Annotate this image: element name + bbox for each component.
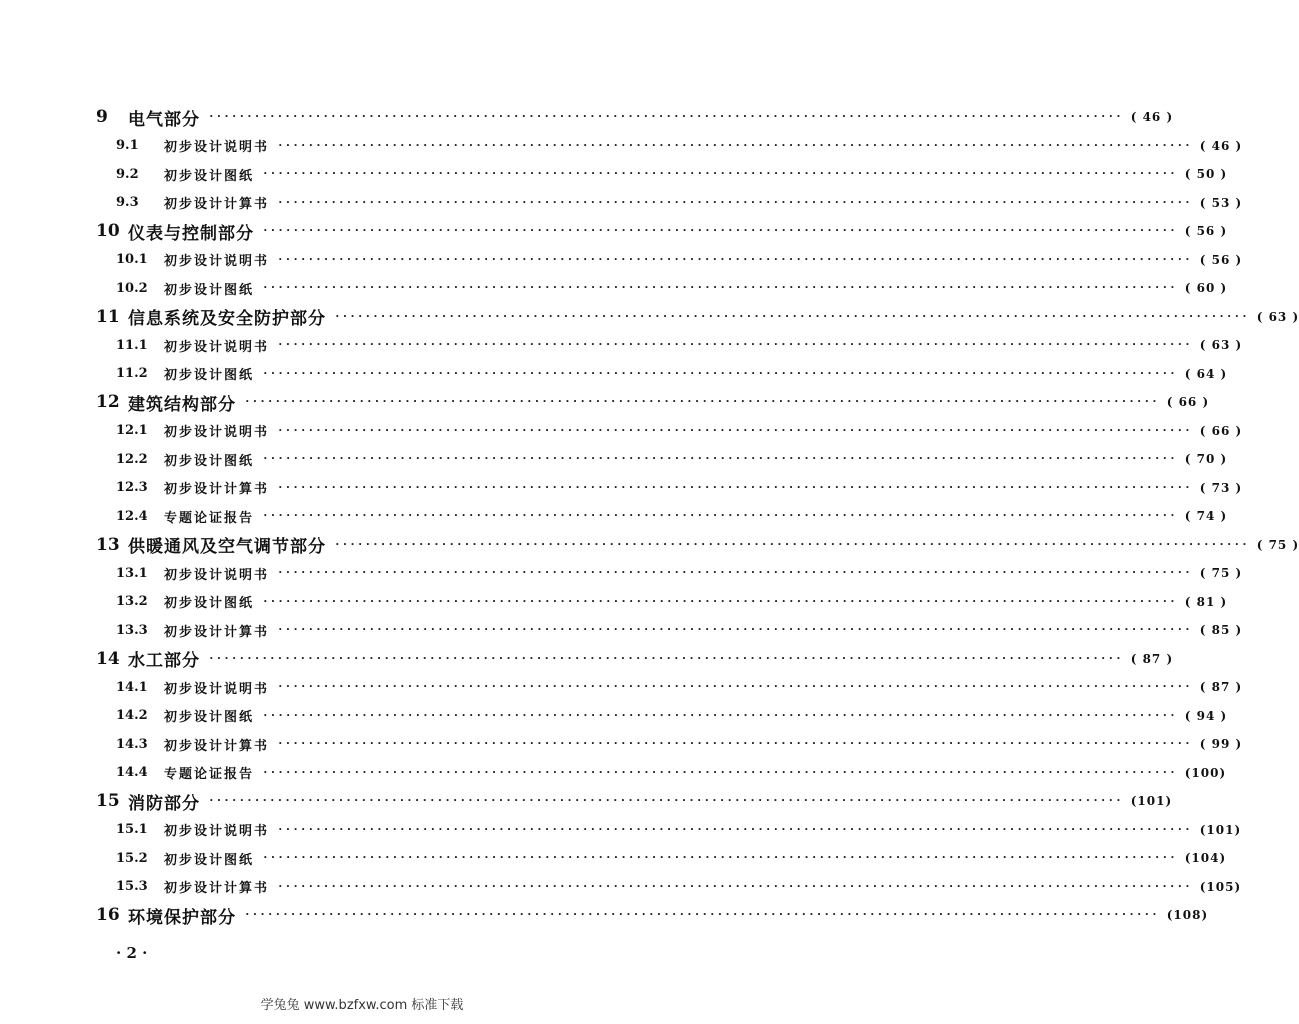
dot-leader: ························································································································: [334, 309, 1249, 323]
toc-section-entry: [116, 504, 1228, 528]
toc-title: 初步设计说明书: [164, 339, 270, 355]
toc-number: 11: [96, 306, 120, 327]
dot-leader: ························································································································: [277, 623, 1192, 636]
toc-section-entry: [116, 875, 1242, 899]
toc-chapter-entry: [96, 533, 1299, 557]
toc-page-number: ( 73 ): [1199, 480, 1243, 495]
toc-section-entry: [116, 476, 1243, 500]
toc-number: 10.2: [116, 280, 148, 296]
toc-page-number: (104): [1184, 851, 1227, 865]
toc-chapter-entry: [96, 305, 1299, 329]
toc-title: 建筑结构部分: [128, 394, 236, 415]
toc-title: 供暖通风及空气调节部分: [128, 537, 326, 557]
toc-page-number: ( 46 ): [1130, 110, 1174, 124]
toc-page-number: (101): [1130, 794, 1173, 808]
toc-page-number: ( 81 ): [1184, 594, 1228, 609]
dot-leader: ························································································································: [262, 851, 1177, 864]
toc-number: 9.3: [116, 195, 139, 210]
toc-section-entry: [116, 732, 1243, 756]
toc-page-number: ( 66 ): [1199, 423, 1243, 438]
toc-number: 12: [96, 392, 120, 412]
dot-leader: ························································································································: [208, 651, 1123, 665]
toc-section-entry: [116, 191, 1243, 215]
toc-title: 初步设计说明书: [164, 567, 270, 583]
toc-number: 15.1: [116, 822, 148, 837]
toc-title: 初步设计计算书: [164, 738, 270, 754]
toc-section-entry: [116, 333, 1243, 357]
toc-page-number: ( 64 ): [1184, 366, 1228, 381]
toc-title: 初步设计图纸: [164, 596, 255, 611]
toc-page-number: ( 99 ): [1199, 737, 1243, 751]
toc-title: 初步设计说明书: [164, 254, 270, 269]
toc-chapter-entry: [96, 903, 1209, 928]
toc-page-number: ( 70 ): [1184, 452, 1228, 466]
toc-number: 10.1: [116, 252, 148, 267]
toc-number: 10: [96, 221, 120, 241]
toc-number: 12.3: [116, 480, 148, 495]
toc-page-number: ( 87 ): [1130, 651, 1174, 666]
toc-page-number: ( 85 ): [1199, 623, 1243, 637]
toc-page-number: ( 66 ): [1166, 395, 1210, 409]
toc-page-number: (100): [1184, 765, 1227, 780]
toc-section-entry: [116, 561, 1243, 585]
toc-title: 初步设计计算书: [164, 197, 270, 212]
dot-leader: ························································································································: [262, 167, 1177, 180]
toc-chapter-entry: [96, 219, 1228, 244]
toc-number: 11.2: [116, 366, 148, 381]
toc-section-entry: [116, 846, 1227, 870]
toc-section-entry: [116, 590, 1228, 614]
toc-page-number: (108): [1166, 908, 1209, 922]
toc-page-number: ( 46 ): [1199, 138, 1243, 153]
dot-leader: ························································································································: [334, 537, 1249, 551]
toc-number: 13.1: [116, 565, 148, 581]
dot-leader: ························································································································: [277, 338, 1192, 351]
toc-number: 11.1: [116, 337, 148, 353]
toc-page-number: ( 87 ): [1199, 680, 1243, 694]
toc-chapter-entry: [96, 105, 1174, 130]
toc-page-number: ( 56 ): [1184, 224, 1228, 238]
toc-page-number: ( 74 ): [1184, 509, 1228, 523]
toc-number: 13.3: [116, 622, 148, 638]
toc-chapter-entry: [96, 789, 1173, 814]
toc-page-number: ( 60 ): [1184, 281, 1228, 295]
watermark-text: 学兔兔 www.bzfxw.com 标准下载: [260, 998, 464, 1013]
toc-page-number: ( 63 ): [1199, 338, 1243, 352]
toc-page-number: (101): [1199, 822, 1242, 837]
toc-section-entry: [116, 362, 1228, 386]
dot-leader: ························································································································: [277, 566, 1192, 579]
toc-section-entry: [116, 276, 1228, 300]
toc-page-number: ( 56 ): [1199, 252, 1243, 267]
dot-leader: ························································································································: [262, 452, 1177, 465]
toc-section-entry: [116, 134, 1243, 158]
toc-number: 12.2: [116, 451, 148, 467]
toc-section-entry: [116, 618, 1243, 642]
dot-leader: ························································································································: [277, 822, 1192, 836]
dot-leader: ························································································································: [262, 765, 1177, 779]
toc-title: 初步设计说明书: [164, 681, 270, 697]
dot-leader: ························································································································: [277, 138, 1192, 152]
toc-chapter-entry: [96, 647, 1174, 671]
toc-section-entry: [116, 675, 1243, 699]
toc-title: 初步设计图纸: [164, 852, 255, 868]
toc-title: 初步设计计算书: [164, 624, 270, 640]
dot-leader: ························································································································: [262, 366, 1177, 380]
dot-leader: ························································································································: [277, 480, 1192, 494]
toc-section-entry: [116, 704, 1228, 728]
toc-title: 消防部分: [128, 793, 200, 814]
toc-number: 15: [96, 791, 120, 811]
toc-number: 9: [96, 107, 108, 127]
toc-number: 15.3: [116, 879, 148, 894]
toc-number: 9.2: [116, 166, 139, 182]
toc-number: 14.2: [116, 708, 148, 723]
dot-leader: ························································································································: [262, 708, 1177, 722]
toc-chapter-entry: [96, 390, 1210, 415]
toc-number: 14.4: [116, 765, 148, 780]
dot-leader: ························································································································: [277, 252, 1192, 266]
dot-leader: ························································································································: [262, 594, 1177, 608]
toc-page-number: ( 75 ): [1199, 566, 1243, 580]
dot-leader: ························································································································: [277, 737, 1192, 750]
toc-title: 初步设计说明书: [164, 425, 270, 440]
dot-leader: ························································································································: [208, 794, 1123, 807]
toc-number: 12.4: [116, 508, 148, 524]
toc-title: 初步设计图纸: [164, 368, 255, 383]
toc-number: 13: [96, 534, 120, 555]
toc-title: 初步设计图纸: [164, 168, 255, 184]
toc-page-number: ( 53 ): [1199, 195, 1243, 210]
toc-section-entry: [116, 248, 1243, 272]
toc-title: 电气部分: [128, 109, 200, 130]
toc-title: 初步设计说明书: [164, 140, 270, 155]
toc-number: 15.2: [116, 850, 148, 866]
page-number: · 2 ·: [116, 944, 148, 962]
toc-page-number: ( 75 ): [1256, 537, 1299, 552]
toc-section-entry: [116, 818, 1242, 842]
toc-number: 9.1: [116, 138, 139, 153]
toc-number: 14.3: [116, 736, 148, 752]
toc-section-entry: [116, 162, 1228, 186]
dot-leader: ························································································································: [244, 908, 1159, 921]
dot-leader: ························································································································: [262, 224, 1177, 237]
dot-leader: ························································································································: [277, 423, 1192, 437]
dot-leader: ························································································································: [277, 195, 1192, 209]
toc-title: 环境保护部分: [128, 907, 236, 928]
dot-leader: ························································································································: [277, 680, 1192, 693]
toc-title: 水工部分: [128, 651, 200, 671]
dot-leader: ························································································································: [244, 395, 1159, 408]
dot-leader: ························································································································: [262, 509, 1177, 522]
toc-title: 初步设计计算书: [164, 881, 270, 896]
toc-section-entry: [116, 419, 1243, 443]
toc-title: 仪表与控制部分: [128, 223, 254, 244]
dot-leader: ························································································································: [277, 879, 1192, 893]
toc-number: 14: [96, 648, 120, 669]
toc-number: 12.1: [116, 423, 148, 438]
toc-page-number: ( 50 ): [1184, 167, 1228, 181]
dot-leader: ························································································································: [208, 110, 1123, 123]
toc-title: 初步设计图纸: [164, 710, 255, 725]
toc-title: 初步设计图纸: [164, 282, 255, 298]
toc-title: 专题论证报告: [164, 767, 255, 782]
toc-title: 初步设计说明书: [164, 824, 270, 839]
toc-number: 13.2: [116, 594, 148, 609]
toc-title: 专题论证报告: [164, 510, 255, 526]
toc-page-number: (105): [1199, 879, 1242, 894]
toc-number: 16: [96, 905, 120, 925]
toc-title: 信息系统及安全防护部分: [128, 309, 326, 329]
toc-page-number: ( 63 ): [1256, 309, 1299, 324]
dot-leader: ························································································································: [262, 281, 1177, 294]
toc-section-entry: [116, 447, 1228, 471]
toc-section-entry: [116, 761, 1227, 785]
toc-title: 初步设计图纸: [164, 453, 255, 469]
toc-number: 14.1: [116, 679, 148, 695]
toc-page-number: ( 94 ): [1184, 708, 1228, 723]
toc-title: 初步设计计算书: [164, 482, 270, 497]
